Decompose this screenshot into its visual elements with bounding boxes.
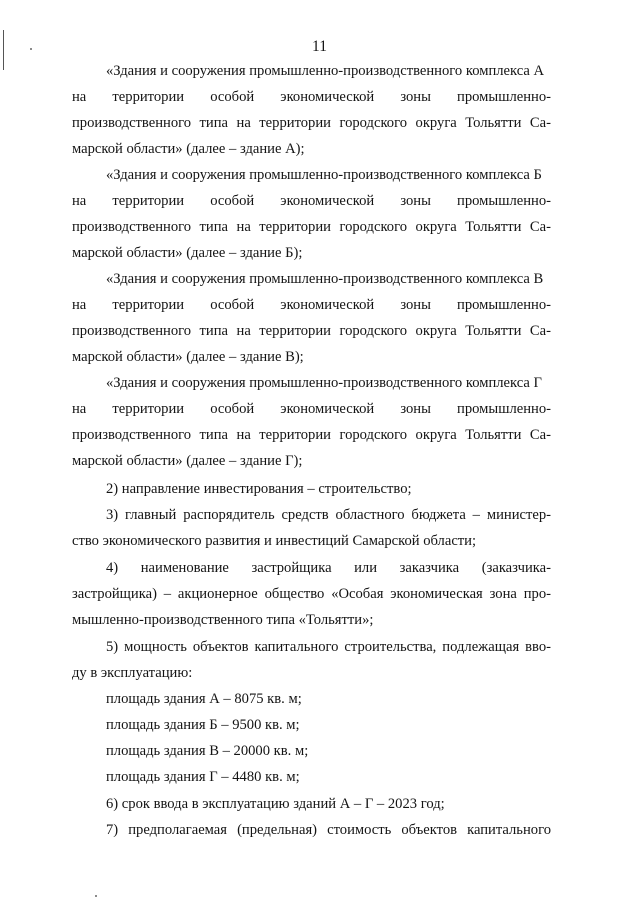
text-line: 6) срок ввода в эксплуатацию зданий А – Г – 2023 год; bbox=[106, 796, 445, 812]
text-line: 4) наименование застройщика или заказчика (заказчика- bbox=[106, 560, 551, 576]
text-line: марской области» (далее – здание В); bbox=[72, 349, 304, 365]
text-line: производственного типа на территории городского округа Тольятти Са- bbox=[72, 323, 551, 339]
text-line: 5) мощность объектов капитального строительства, подлежащая вво- bbox=[106, 639, 551, 655]
text-line: 2) направление инвестирования – строительство; bbox=[106, 481, 412, 497]
text-line: «Здания и сооружения промышленно-производственного комплекса А bbox=[106, 63, 545, 79]
text-line: площадь здания Г – 4480 кв. м; bbox=[106, 769, 300, 785]
text-line: производственного типа на территории городского округа Тольятти Са- bbox=[72, 427, 551, 443]
text-line: площадь здания А – 8075 кв. м; bbox=[106, 691, 302, 707]
text-line: ду в эксплуатацию: bbox=[72, 665, 193, 681]
text-line: производственного типа на территории городского округа Тольятти Са- bbox=[72, 219, 551, 235]
text-line: «Здания и сооружения промышленно-производственного комплекса В bbox=[106, 271, 544, 287]
text-line: на территории особой экономической зоны промышленно- bbox=[72, 193, 551, 209]
text-line: 7) предполагаемая (предельная) стоимость объектов капитального bbox=[106, 822, 551, 838]
text-line: на территории особой экономической зоны промышленно- bbox=[72, 297, 551, 313]
text-line: «Здания и сооружения промышленно-производственного комплекса Б bbox=[106, 167, 542, 183]
scan-speck bbox=[95, 895, 97, 897]
text-line: на территории особой экономической зоны промышленно- bbox=[72, 401, 551, 417]
text-line: марской области» (далее – здание Б); bbox=[72, 245, 303, 261]
text-line: мышленно-производственного типа «Тольятти»; bbox=[72, 612, 374, 628]
text-line: «Здания и сооружения промышленно-производственного комплекса Г bbox=[106, 375, 542, 391]
text-line: на территории особой экономической зоны промышленно- bbox=[72, 89, 551, 105]
text-line: застройщика) – акционерное общество «Особая экономическая зона про- bbox=[72, 586, 551, 602]
page-number: 11 bbox=[312, 38, 327, 55]
text-line: площадь здания В – 20000 кв. м; bbox=[106, 743, 309, 759]
text-line: марской области» (далее – здание Г); bbox=[72, 453, 303, 469]
text-line: 3) главный распорядитель средств областного бюджета – министер- bbox=[106, 507, 551, 523]
text-line: площадь здания Б – 9500 кв. м; bbox=[106, 717, 300, 733]
text-line: марской области» (далее – здание А); bbox=[72, 141, 305, 157]
text-line: производственного типа на территории городского округа Тольятти Са- bbox=[72, 115, 551, 131]
text-line: ство экономического развития и инвестиций Самарской области; bbox=[72, 533, 477, 549]
